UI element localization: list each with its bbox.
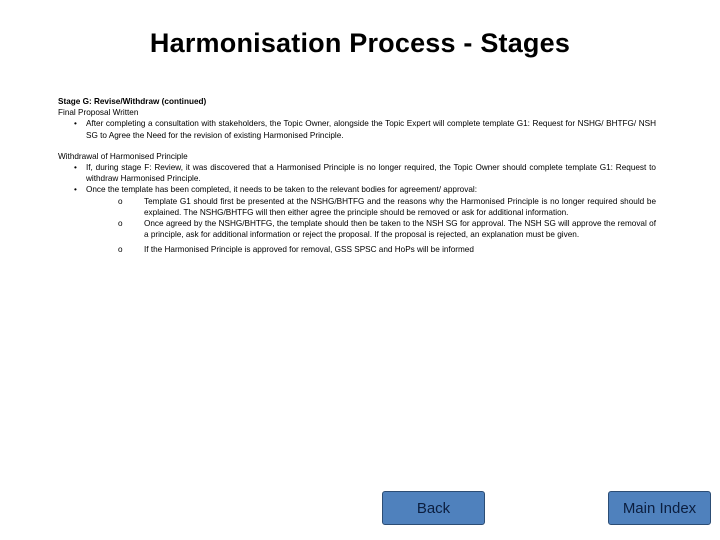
slide-content [58, 96, 656, 256]
list-item-text: If, during stage F: Review, it was discovered that a Harmonised Principle is no longer required, the Topic Owner should complete template G1: Request to withdraw Harmonised Principle. [86, 163, 656, 184]
page-title: Harmonisation Process - Stages [149, 28, 571, 58]
list-item-text: After completing a consultation with stakeholders, the Topic Owner, alongside the Topic Expert will complete template G1: Request for NSHG/ BHTFG/ NSH SG to Agree the Need for the revision of existing Harmonised Principle. [86, 119, 656, 140]
sub-list-item [58, 218, 656, 240]
sub-list-item [58, 196, 656, 218]
sub-bullet-icon: o [118, 196, 123, 206]
list-item-text: Once the template has been completed, it needs to be taken to the relevant bodies for agreement/ approval: [86, 185, 477, 195]
bullet-icon: • [74, 163, 77, 173]
approval-sub-list [86, 196, 656, 256]
bullet-icon: • [74, 185, 77, 195]
bullet-icon: • [74, 119, 77, 129]
section-heading-withdrawal: Withdrawal of Harmonised Principle [58, 151, 188, 161]
sub-bullet-icon: o [118, 245, 123, 255]
section-heading-final-proposal: Final Proposal Written [58, 108, 139, 118]
sub-bullet-icon: o [118, 219, 123, 229]
list-item [58, 184, 656, 255]
withdrawal-list [58, 162, 656, 256]
sub-list-item-text: Template G1 should first be presented at the NSHG/BHTFG and the reasons why the Harmonised Principle is no longer required should be explained. The NSHG/BHTFG will then either agree the principle should be removed or ask for additional information. [144, 196, 656, 217]
sub-list-item-text: If the Harmonised Principle is approved for removal, GSS SPSC and HoPs will be informed [144, 245, 474, 255]
list-item [58, 118, 656, 140]
sub-list-item [58, 244, 656, 255]
final-proposal-list [58, 118, 656, 140]
stage-heading: Stage G: Revise/Withdraw (continued) [58, 97, 207, 106]
back-button[interactable]: Back [382, 491, 485, 525]
sub-list-item-text: Once agreed by the NSHG/BHTFG, the template should then be taken to the NSH SG for approval. The NSH SG will approve the removal of a principle, ask for additional information or reject the proposal. If the proposal is rejected, an explanation must be given. [144, 219, 656, 240]
list-item [58, 162, 656, 184]
main-index-button[interactable]: Main Index [608, 491, 711, 525]
